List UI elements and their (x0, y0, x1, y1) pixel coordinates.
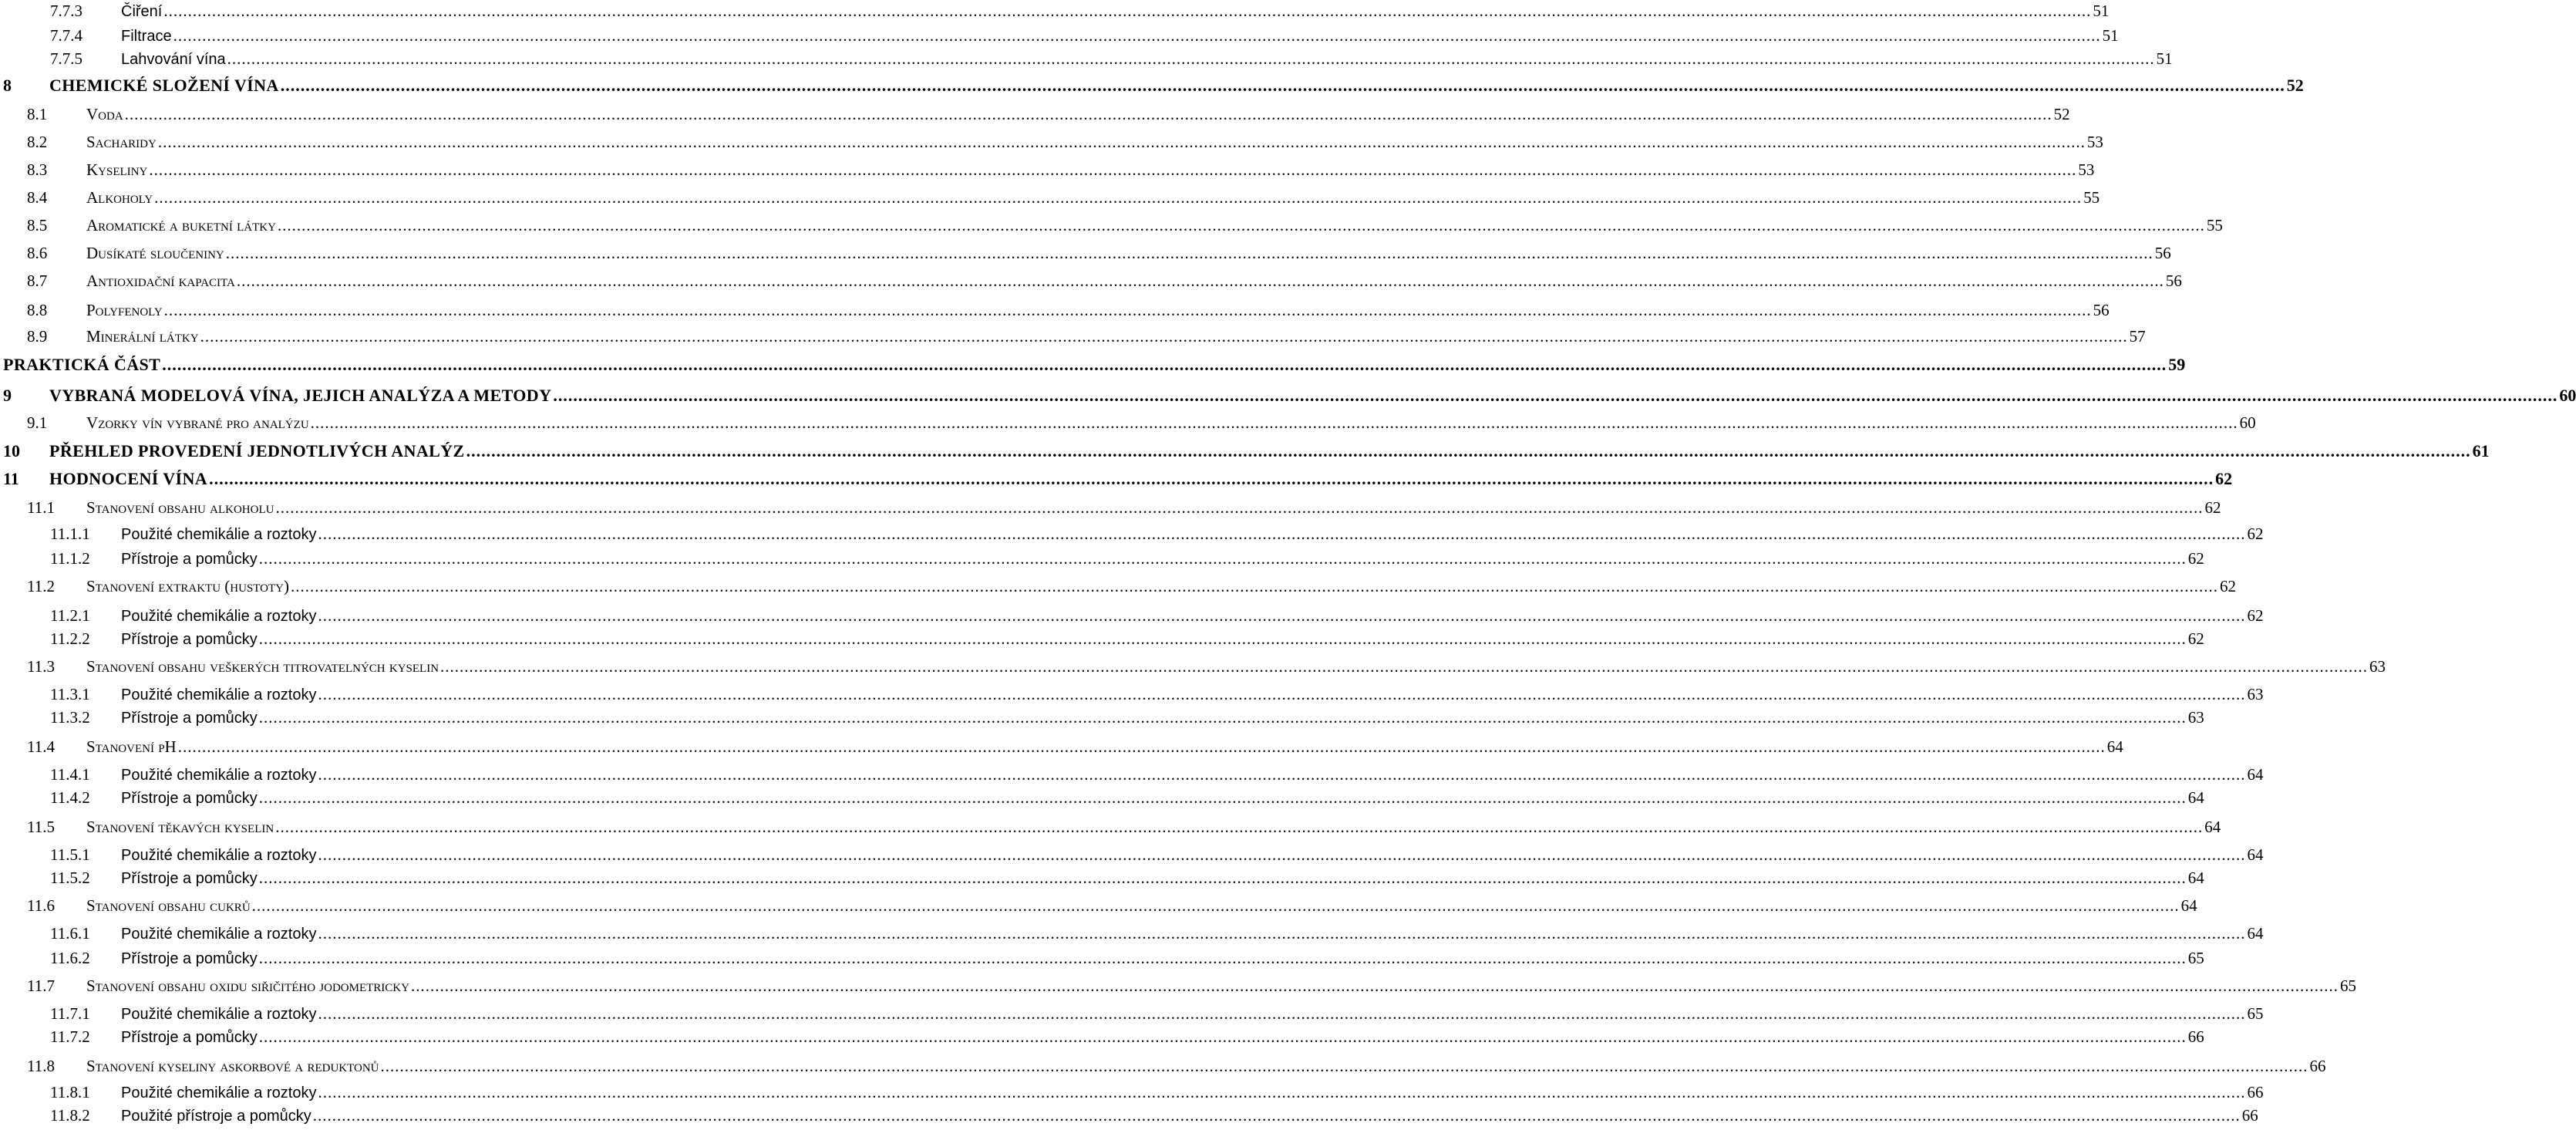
toc-entry-page-number: 52 (2053, 105, 2070, 123)
dot-leader: ................................................................................................................................................................................................................................................................................................................................................................................................................ (225, 244, 2153, 262)
toc-entry-page-number: 52 (2286, 76, 2304, 95)
toc-entry-number: 11.8.1 (50, 1083, 90, 1101)
toc-entry-page-number: 66 (2309, 1057, 2326, 1075)
toc-entry-title: Přístroje a pomůcky (121, 710, 258, 727)
toc-entry-page-number: 60 (2239, 413, 2256, 432)
toc-entry-number: 11.7.2 (50, 1027, 90, 1046)
toc-entry-page-number: 62 (2187, 549, 2204, 568)
toc-entry-title: Stanovení pH (86, 737, 177, 756)
toc-entry-page-number: 62 (2204, 498, 2221, 517)
toc-entry-title: Polyfenoly (86, 301, 163, 319)
toc-entry-number: 8.3 (27, 160, 48, 179)
toc-entry-number: 8.7 (27, 272, 48, 290)
dot-leader: ................................................................................................................................................................................................................................................................................................................................................................................................................ (410, 977, 2339, 995)
dot-leader: ................................................................................................................................................................................................................................................................................................................................................................................................................ (124, 105, 2052, 123)
dot-leader: ................................................................................................................................................................................................................................................................................................................................................................................................................ (209, 469, 2214, 488)
toc-entry-page-number: 62 (2247, 525, 2264, 543)
toc-entry-number: 11.3 (27, 657, 55, 676)
toc-entry-number: 11.4 (27, 737, 55, 756)
toc-entry-title: Minerální látky (86, 327, 199, 346)
toc-entry[interactable] (0, 2, 2110, 21)
toc-entry-number: 8.8 (27, 301, 48, 319)
toc-entry-number: 11.6.2 (50, 949, 90, 967)
toc-entry-page-number: 66 (2187, 1027, 2204, 1046)
dot-leader: ................................................................................................................................................................................................................................................................................................................................................................................................................ (275, 818, 2204, 836)
toc-entry[interactable] (0, 413, 2256, 433)
toc-entry-title: Alkoholy (86, 188, 153, 207)
toc-entry[interactable] (0, 160, 2095, 180)
toc-entry-number: 11.2.1 (50, 606, 90, 625)
toc-entry[interactable] (0, 577, 2236, 596)
dot-leader: ................................................................................................................................................................................................................................................................................................................................................................................................................ (258, 869, 2187, 887)
toc-entry-page-number: 63 (2369, 657, 2386, 676)
toc-entry[interactable] (0, 1004, 2264, 1024)
dot-leader: ................................................................................................................................................................................................................................................................................................................................................................................................................ (553, 386, 2558, 405)
toc-entry[interactable] (0, 549, 2204, 568)
dot-leader: ................................................................................................................................................................................................................................................................................................................................................................................................................ (163, 2, 2092, 20)
toc-entry[interactable] (0, 896, 2197, 916)
toc-entry-number: 7.7.3 (50, 2, 82, 20)
dot-leader: ................................................................................................................................................................................................................................................................................................................................................................................................................ (258, 708, 2187, 727)
toc-entry-title: Stanovení obsahu oxidu siřičitého jodometricky (86, 977, 409, 995)
dot-leader: ................................................................................................................................................................................................................................................................................................................................................................................................................ (318, 606, 2246, 625)
toc-entry-page-number: 51 (2156, 49, 2173, 68)
dot-leader: ................................................................................................................................................................................................................................................................................................................................................................................................................ (236, 272, 2164, 290)
toc-entry-number: 11.3.2 (50, 708, 90, 727)
toc-entry-page-number: 55 (2206, 216, 2223, 234)
toc-entry[interactable] (0, 845, 2264, 865)
toc-entry-number: 11.4.1 (50, 765, 90, 784)
toc-entry-title: Vzorky vín vybrané pro analýzu (86, 413, 309, 432)
toc-entry-number: 11.5.2 (50, 869, 90, 887)
toc-entry-title: Použité chemikálie a roztoky (121, 767, 317, 784)
toc-entry-page-number: 64 (2247, 924, 2264, 943)
dot-leader: ................................................................................................................................................................................................................................................................................................................................................................................................................ (466, 441, 2471, 460)
toc-entry-title: Čiření (121, 3, 163, 20)
toc-entry-page-number: 64 (2204, 818, 2221, 836)
toc-entry-page-number: 63 (2247, 685, 2264, 703)
toc-entry[interactable] (0, 1106, 2258, 1125)
toc-entry-page-number: 62 (2247, 606, 2264, 625)
dot-leader: ................................................................................................................................................................................................................................................................................................................................................................................................................ (318, 525, 2246, 543)
toc-entry-number: 7.7.5 (50, 49, 82, 68)
toc-entry-page-number: 53 (2078, 160, 2095, 179)
toc-entry-title: Stanovení extraktu (hustoty) (86, 577, 289, 595)
toc-entry-title: PRAKTICKÁ ČÁST (3, 355, 161, 374)
toc-entry[interactable] (0, 441, 2490, 461)
toc-entry-page-number: 66 (2241, 1106, 2258, 1125)
toc-entry-page-number: 51 (2102, 26, 2119, 45)
toc-entry-number: 11 (3, 469, 19, 488)
toc-entry-title: Přístroje a pomůcky (121, 551, 258, 568)
toc-entry-number: 11.1 (27, 498, 55, 517)
toc-entry[interactable] (0, 977, 2356, 996)
toc-entry[interactable] (0, 818, 2221, 837)
dot-leader: ................................................................................................................................................................................................................................................................................................................................................................................................................ (280, 76, 2285, 95)
toc-entry-page-number: 64 (2247, 845, 2264, 864)
dot-leader: ................................................................................................................................................................................................................................................................................................................................................................................................................ (312, 1106, 2241, 1125)
toc-entry[interactable] (0, 869, 2204, 888)
toc-entry-title: Použité přístroje a pomůcky (121, 1108, 311, 1125)
toc-entry-number: 11.6.1 (50, 924, 90, 943)
dot-leader: ................................................................................................................................................................................................................................................................................................................................................................................................................ (163, 301, 2092, 319)
toc-entry[interactable] (0, 1083, 2264, 1102)
toc-entry[interactable] (0, 949, 2204, 968)
toc-entry[interactable] (0, 629, 2204, 649)
dot-leader: ................................................................................................................................................................................................................................................................................................................................................................................................................ (258, 629, 2187, 648)
toc-entry-page-number: 59 (2168, 355, 2186, 374)
toc-entry-title: Filtrace (121, 28, 172, 45)
dot-leader: ................................................................................................................................................................................................................................................................................................................................................................................................................ (318, 685, 2246, 703)
toc-entry[interactable] (0, 469, 2233, 489)
toc-entry-title: Použité chemikálie a roztoky (121, 608, 317, 625)
toc-entry-page-number: 64 (2106, 737, 2123, 756)
dot-leader: ................................................................................................................................................................................................................................................................................................................................................................................................................ (177, 737, 2106, 756)
toc-entry-title: Přístroje a pomůcky (121, 790, 258, 807)
toc-entry-title: Voda (86, 105, 123, 123)
toc-entry[interactable] (0, 272, 2182, 291)
toc-entry[interactable] (0, 1027, 2204, 1047)
toc-entry-page-number: 62 (2187, 629, 2204, 648)
toc-entry-page-number: 57 (2129, 327, 2146, 346)
toc-entry-title: Stanovení obsahu veškerých titrovatelných kyselin (86, 657, 439, 676)
toc-entry[interactable] (0, 765, 2264, 784)
toc-entry[interactable] (0, 924, 2264, 943)
toc-entry-title: Dusíkaté sloučeniny (86, 244, 224, 262)
toc-entry-title: Použité chemikálie a roztoky (121, 526, 317, 543)
toc-entry-number: 11.1.1 (50, 525, 90, 543)
toc-entry-page-number: 55 (2083, 188, 2100, 207)
toc-entry-title: Přístroje a pomůcky (121, 631, 258, 648)
toc-entry-page-number: 62 (2220, 577, 2236, 595)
toc-entry-number: 10 (3, 441, 20, 460)
toc-entry[interactable] (0, 133, 2103, 152)
toc-entry-title: Použité chemikálie a roztoky (121, 926, 317, 943)
toc-entry-page-number: 65 (2187, 949, 2204, 967)
toc-entry[interactable] (0, 188, 2100, 207)
toc-entry[interactable] (0, 498, 2221, 518)
dot-leader: ................................................................................................................................................................................................................................................................................................................................................................................................................ (157, 133, 2086, 151)
toc-entry-title: Použité chemikálie a roztoky (121, 686, 317, 703)
toc-entry[interactable] (0, 788, 2204, 808)
toc-entry-number: 11.5 (27, 818, 55, 836)
toc-entry-page-number: 64 (2187, 788, 2204, 807)
toc-entry-number: 11.3.1 (50, 685, 90, 703)
dot-leader: ................................................................................................................................................................................................................................................................................................................................................................................................................ (251, 896, 2180, 915)
toc-entry-number: 8.4 (27, 188, 48, 207)
toc-entry-number: 9 (3, 386, 12, 405)
toc-entry-page-number: 66 (2247, 1083, 2264, 1101)
toc-entry-title: Stanovení těkavých kyselin (86, 818, 274, 836)
toc-entry-number: 7.7.4 (50, 26, 82, 45)
toc-entry[interactable] (0, 525, 2264, 544)
toc-entry-page-number: 64 (2180, 896, 2197, 915)
toc-entry-page-number: 53 (2086, 133, 2103, 151)
toc-entry-number: 11.7 (27, 977, 55, 995)
toc-entry-number: 11.1.2 (50, 549, 90, 568)
toc-entry-number: 11.2 (27, 577, 55, 595)
toc-entry[interactable] (0, 708, 2204, 727)
dot-leader: ................................................................................................................................................................................................................................................................................................................................................................................................................ (291, 577, 2218, 595)
toc-entry-title: Antioxidační kapacita (86, 272, 235, 290)
toc-entry-number: 11.5.1 (50, 845, 90, 864)
toc-entry-page-number: 63 (2187, 708, 2204, 727)
toc-entry-number: 11.4.2 (50, 788, 90, 807)
toc-entry[interactable] (0, 49, 2173, 69)
toc-entry-title: Použité chemikálie a roztoky (121, 847, 317, 864)
toc-entry-title: Přístroje a pomůcky (121, 870, 258, 887)
toc-entry-title: VYBRANÁ MODELOVÁ VÍNA, JEJICH ANALÝZA A METODY (49, 386, 552, 405)
toc-entry[interactable] (0, 737, 2123, 757)
toc-entry-title: Sacharidy (86, 133, 157, 151)
toc-entry-number: 11.7.1 (50, 1004, 90, 1023)
toc-entry-number: 8.5 (27, 216, 48, 234)
toc-entry-page-number: 65 (2339, 977, 2356, 995)
toc-entry-title: Použité chemikálie a roztoky (121, 1084, 317, 1101)
dot-leader: ................................................................................................................................................................................................................................................................................................................................................................................................................ (149, 160, 2077, 179)
toc-entry[interactable] (0, 327, 2146, 346)
toc-entry-title: Stanovení kyseliny askorbové a reduktonů (86, 1057, 379, 1075)
toc-entry[interactable] (0, 1057, 2326, 1076)
dot-leader: ................................................................................................................................................................................................................................................................................................................................................................................................................ (318, 845, 2246, 864)
toc-entry-number: 11.6 (27, 896, 55, 915)
dot-leader: ................................................................................................................................................................................................................................................................................................................................................................................................................ (318, 765, 2246, 784)
toc-entry-title: Stanovení obsahu cukrů (86, 896, 251, 915)
dot-leader: ................................................................................................................................................................................................................................................................................................................................................................................................................ (227, 49, 2155, 68)
toc-entry-title: Použité chemikálie a roztoky (121, 1006, 317, 1023)
dot-leader: ................................................................................................................................................................................................................................................................................................................................................................................................................ (258, 549, 2187, 568)
toc-entry[interactable] (0, 26, 2119, 46)
dot-leader: ................................................................................................................................................................................................................................................................................................................................................................................................................ (200, 327, 2128, 346)
dot-leader: ................................................................................................................................................................................................................................................................................................................................................................................................................ (380, 1057, 2308, 1075)
toc-entry-page-number: 60 (2559, 386, 2576, 405)
toc-entry[interactable] (0, 244, 2171, 263)
toc-entry-title: Přístroje a pomůcky (121, 950, 258, 967)
toc-entry-page-number: 51 (2093, 2, 2110, 20)
toc-entry[interactable] (0, 105, 2070, 124)
toc-entry-number: 11.8.2 (50, 1106, 90, 1125)
toc-entry[interactable] (0, 216, 2223, 235)
toc-entry-number: 8.1 (27, 105, 48, 123)
toc-entry-number: 11.8 (27, 1057, 55, 1075)
toc-entry-page-number: 56 (2093, 301, 2110, 319)
toc-entry-number: 8.6 (27, 244, 48, 262)
dot-leader: ................................................................................................................................................................................................................................................................................................................................................................................................................ (154, 188, 2083, 207)
toc-entry-page-number: 64 (2187, 869, 2204, 887)
toc-entry-page-number: 65 (2247, 1004, 2264, 1023)
toc-entry-page-number: 61 (2472, 441, 2490, 460)
dot-leader: ................................................................................................................................................................................................................................................................................................................................................................................................................ (318, 1083, 2246, 1101)
toc-entry[interactable] (0, 76, 2304, 96)
dot-leader: ................................................................................................................................................................................................................................................................................................................................................................................................................ (275, 498, 2204, 517)
toc-entry[interactable] (0, 301, 2110, 320)
toc-entry-number: 9.1 (27, 413, 48, 432)
toc-entry-number: 8.9 (27, 327, 48, 346)
toc-entry[interactable] (0, 657, 2386, 676)
dot-leader: ................................................................................................................................................................................................................................................................................................................................................................................................................ (258, 788, 2187, 807)
dot-leader: ................................................................................................................................................................................................................................................................................................................................................................................................................ (162, 355, 2167, 374)
dot-leader: ................................................................................................................................................................................................................................................................................................................................................................................................................ (258, 1027, 2187, 1046)
toc-entry-page-number: 64 (2247, 765, 2264, 784)
toc-entry-title: Lahvování vína (121, 51, 226, 68)
toc-entry[interactable] (0, 355, 2186, 375)
dot-leader: ................................................................................................................................................................................................................................................................................................................................................................................................................ (318, 1004, 2246, 1023)
toc-entry-page-number: 56 (2154, 244, 2171, 262)
toc-entry-title: Kyseliny (86, 160, 148, 179)
toc-entry-title: PŘEHLED PROVEDENÍ JEDNOTLIVÝCH ANALÝZ (49, 441, 465, 460)
toc-entry-page-number: 56 (2165, 272, 2182, 290)
dot-leader: ................................................................................................................................................................................................................................................................................................................................................................................................................ (277, 216, 2205, 234)
toc-entry-page-number: 62 (2215, 469, 2233, 488)
toc-entry-title: HODNOCENÍ VÍNA (49, 469, 208, 488)
toc-entry-number: 11.2.2 (50, 629, 90, 648)
toc-entry-number: 8.2 (27, 133, 48, 151)
toc-entry[interactable] (0, 386, 2576, 406)
toc-entry-number: 8 (3, 76, 12, 95)
toc-entry-title: CHEMICKÉ SLOŽENÍ VÍNA (49, 76, 279, 95)
toc-entry[interactable] (0, 685, 2264, 704)
dot-leader: ................................................................................................................................................................................................................................................................................................................................................................................................................ (310, 413, 2238, 432)
dot-leader: ................................................................................................................................................................................................................................................................................................................................................................................................................ (258, 949, 2187, 967)
dot-leader: ................................................................................................................................................................................................................................................................................................................................................................................................................ (173, 26, 2101, 45)
toc-entry[interactable] (0, 606, 2264, 626)
dot-leader: ................................................................................................................................................................................................................................................................................................................................................................................................................ (440, 657, 2369, 676)
toc-entry-title: Stanovení obsahu alkoholu (86, 498, 274, 517)
dot-leader: ................................................................................................................................................................................................................................................................................................................................................................................................................ (318, 924, 2246, 943)
toc-entry-title: Přístroje a pomůcky (121, 1029, 258, 1046)
toc-entry-title: Aromatické a buketní látky (86, 216, 276, 234)
